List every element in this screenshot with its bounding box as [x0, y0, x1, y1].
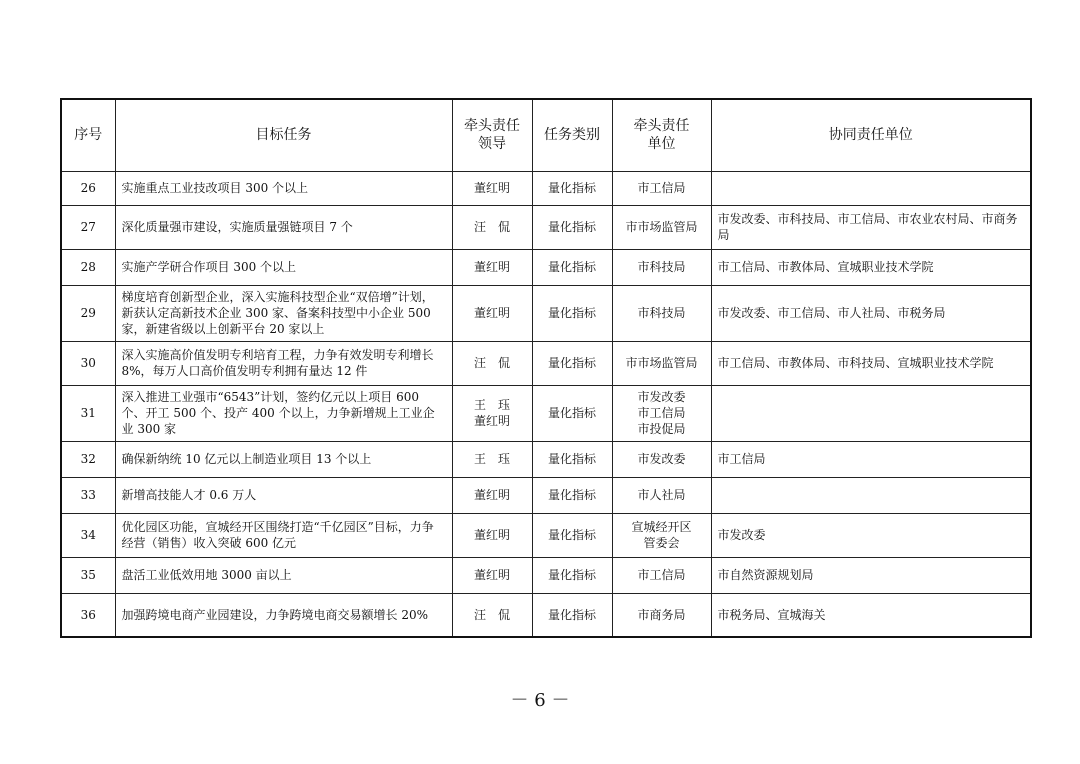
- cell-coop: 市发改委、市工信局、市人社局、市税务局: [711, 285, 1031, 341]
- cell-no: 34: [61, 513, 115, 557]
- cell-task: 实施重点工业技改项目 300 个以上: [115, 171, 452, 205]
- cell-leader: 董红明: [452, 557, 532, 593]
- cell-no: 28: [61, 249, 115, 285]
- table-row: [61, 593, 1031, 637]
- cell-no: 26: [61, 171, 115, 205]
- cell-unit: 市科技局: [612, 285, 711, 341]
- cell-no: 35: [61, 557, 115, 593]
- cell-coop: 市自然资源规划局: [711, 557, 1031, 593]
- cell-task: 确保新纳统 10 亿元以上制造业项目 13 个以上: [115, 441, 452, 477]
- table-row: [61, 341, 1031, 385]
- cell-task: 实施产学研合作项目 300 个以上: [115, 249, 452, 285]
- cell-unit: 宣城经开区 管委会: [612, 513, 711, 557]
- cell-task: 新增高技能人才 0.6 万人: [115, 477, 452, 513]
- cell-leader: 董红明: [452, 171, 532, 205]
- header-leader: 牵头责任 领导: [452, 99, 532, 171]
- cell-task: 盘活工业低效用地 3000 亩以上: [115, 557, 452, 593]
- table-row: [61, 249, 1031, 285]
- cell-leader: 王 珏: [452, 441, 532, 477]
- cell-unit: 市工信局: [612, 557, 711, 593]
- header-row: [61, 99, 1031, 171]
- cell-task: 加强跨境电商产业园建设，力争跨境电商交易额增长 20%: [115, 593, 452, 637]
- cell-type: 量化指标: [532, 513, 612, 557]
- cell-coop: [711, 385, 1031, 441]
- cell-type: 量化指标: [532, 205, 612, 249]
- table-row: [61, 441, 1031, 477]
- table-row: [61, 171, 1031, 205]
- cell-no: 31: [61, 385, 115, 441]
- cell-leader: 汪 侃: [452, 205, 532, 249]
- cell-no: 36: [61, 593, 115, 637]
- cell-unit: 市商务局: [612, 593, 711, 637]
- cell-coop: [711, 477, 1031, 513]
- cell-type: 量化指标: [532, 477, 612, 513]
- table-row: [61, 513, 1031, 557]
- cell-type: 量化指标: [532, 285, 612, 341]
- cell-leader: 董红明: [452, 285, 532, 341]
- cell-coop: 市工信局、市教体局、宣城职业技术学院: [711, 249, 1031, 285]
- cell-unit: 市发改委 市工信局 市投促局: [612, 385, 711, 441]
- header-task: 目标任务: [115, 99, 452, 171]
- cell-task: 深化质量强市建设，实施质量强链项目 7 个: [115, 205, 452, 249]
- header-type: 任务类别: [532, 99, 612, 171]
- cell-leader: 董红明: [452, 477, 532, 513]
- cell-leader: 董红明: [452, 513, 532, 557]
- table-row: [61, 285, 1031, 341]
- cell-no: 33: [61, 477, 115, 513]
- cell-coop: 市工信局: [711, 441, 1031, 477]
- cell-unit: 市市场监管局: [612, 205, 711, 249]
- cell-task: 梯度培育创新型企业，深入实施科技型企业“双倍增”计划，新获认定高新技术企业 300 家、备案科技型中小企业 500 家，新建省级以上创新平台 20 家以上: [115, 285, 452, 341]
- header-coop: 协同责任单位: [711, 99, 1031, 171]
- cell-unit: 市人社局: [612, 477, 711, 513]
- page-number: － 6 －: [510, 690, 570, 711]
- table-row: [61, 205, 1031, 249]
- cell-type: 量化指标: [532, 341, 612, 385]
- cell-no: 27: [61, 205, 115, 249]
- cell-unit: 市发改委: [612, 441, 711, 477]
- cell-leader: 汪 侃: [452, 341, 532, 385]
- cell-leader: 王 珏 董红明: [452, 385, 532, 441]
- cell-coop: 市税务局、宣城海关: [711, 593, 1031, 637]
- cell-type: 量化指标: [532, 385, 612, 441]
- cell-unit: 市科技局: [612, 249, 711, 285]
- cell-type: 量化指标: [532, 171, 612, 205]
- table-row: [61, 385, 1031, 441]
- cell-type: 量化指标: [532, 593, 612, 637]
- cell-task: 优化园区功能，宣城经开区围绕打造“千亿园区”目标，力争经营（销售）收入突破 600 亿元: [115, 513, 452, 557]
- cell-coop: 市发改委: [711, 513, 1031, 557]
- cell-unit: 市市场监管局: [612, 341, 711, 385]
- cell-task: 深入推进工业强市“6543”计划，签约亿元以上项目 600 个、开工 500 个、投产 400 个以上，力争新增规上工业企业 300 家: [115, 385, 452, 441]
- cell-task: 深入实施高价值发明专利培育工程，力争有效发明专利增长 8%，每万人口高价值发明专利拥有量达 12 件: [115, 341, 452, 385]
- cell-coop: 市工信局、市教体局、市科技局、宣城职业技术学院: [711, 341, 1031, 385]
- cell-type: 量化指标: [532, 441, 612, 477]
- cell-type: 量化指标: [532, 557, 612, 593]
- table-row: [61, 557, 1031, 593]
- task-table: [60, 98, 1032, 638]
- header-unit: 牵头责任 单位: [612, 99, 711, 171]
- cell-coop: 市发改委、市科技局、市工信局、市农业农村局、市商务局: [711, 205, 1031, 249]
- cell-no: 30: [61, 341, 115, 385]
- cell-no: 32: [61, 441, 115, 477]
- cell-type: 量化指标: [532, 249, 612, 285]
- header-no: 序号: [61, 99, 115, 171]
- cell-leader: 汪 侃: [452, 593, 532, 637]
- cell-coop: [711, 171, 1031, 205]
- cell-unit: 市工信局: [612, 171, 711, 205]
- cell-leader: 董红明: [452, 249, 532, 285]
- table-row: [61, 477, 1031, 513]
- cell-no: 29: [61, 285, 115, 341]
